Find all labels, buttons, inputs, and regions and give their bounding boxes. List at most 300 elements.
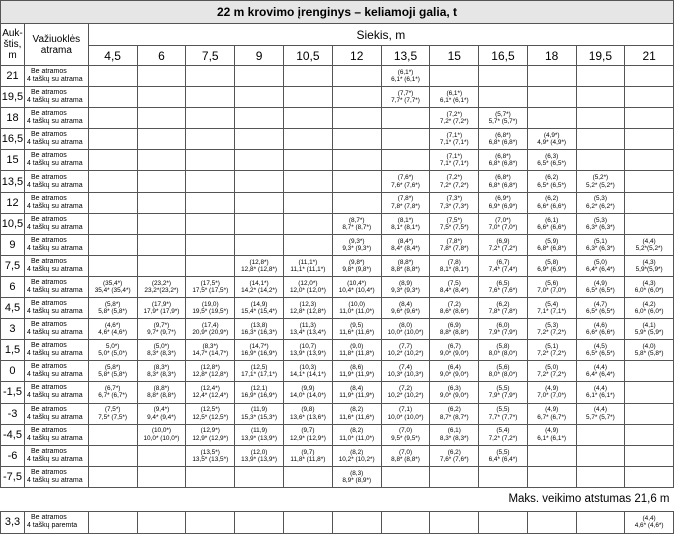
capacity-cell (576, 340, 625, 361)
load-row (1, 424, 674, 445)
capacity-cell (186, 213, 235, 234)
support-mode-cell (24, 340, 88, 361)
capacity-cell (625, 150, 674, 171)
capacity-value-no-support: (8,0) (398, 321, 413, 329)
capacity-value-no-support: (4,4) (642, 515, 656, 523)
height-cell: 18 (1, 108, 25, 129)
height-cell: 21 (1, 66, 25, 87)
mode-label-no-support: Be atramos (30, 173, 67, 181)
capacity-cell (283, 192, 332, 213)
capacity-value-with-support: 10,2* (10,2*) (338, 455, 375, 463)
capacity-cell (527, 361, 576, 382)
capacity-value-no-support: (8,7*) (348, 216, 365, 224)
capacity-cell (479, 382, 528, 403)
capacity-cell (88, 255, 137, 276)
capacity-value-with-support: 4,6* (4,6*) (634, 522, 664, 530)
capacity-value-with-support: 7,0* (7,0*) (537, 286, 567, 294)
capacity-value-with-support: 7,3* (7,3*) (439, 202, 469, 210)
reach-column-header: 12 (332, 46, 381, 66)
capacity-cell (235, 319, 284, 340)
capacity-cell (527, 66, 576, 87)
capacity-value-with-support: 14,2* (14,2*) (241, 286, 278, 294)
capacity-value-no-support: (6,1) (545, 216, 559, 224)
capacity-cell (137, 511, 186, 533)
capacity-cell (88, 424, 137, 445)
capacity-value-no-support: (7,8) (447, 258, 461, 266)
capacity-value-no-support: (5,3) (593, 216, 607, 224)
capacity-cell (332, 511, 381, 533)
capacity-value-no-support: (7,2) (398, 385, 413, 393)
mode-label-with-support: 4 taškų su atrama (26, 350, 83, 358)
capacity-cell (576, 255, 625, 276)
capacity-value-with-support: 10,2* (10,2*) (387, 350, 424, 358)
capacity-value-with-support: 8,3* (8,3*) (439, 434, 469, 442)
capacity-value-no-support: (5,0) (545, 364, 559, 372)
support-mode-cell (24, 403, 88, 424)
capacity-value-with-support: 19,5* (19,5*) (192, 308, 229, 316)
capacity-value-no-support: (5,5) (496, 448, 510, 456)
capacity-cell (430, 129, 479, 150)
capacity-cell (283, 340, 332, 361)
capacity-cell (235, 466, 284, 487)
mode-label-no-support: Be atramos (30, 215, 67, 223)
capacity-value-no-support: (7,1) (398, 406, 413, 414)
capacity-value-with-support: 7,2* (7,2*) (537, 350, 567, 358)
capacity-value-no-support: (6,7*) (104, 385, 121, 393)
capacity-cell (332, 340, 381, 361)
load-row (1, 87, 674, 108)
mode-label-no-support: Be atramos (30, 89, 67, 97)
capacity-cell (527, 255, 576, 276)
reach-column-header: 10,5 (283, 46, 332, 66)
capacity-value-with-support: 6,3* (6,3*) (585, 223, 615, 231)
capacity-cell (235, 424, 284, 445)
capacity-value-with-support: 8,0* (8,0*) (488, 350, 518, 358)
capacity-cell (381, 382, 430, 403)
capacity-value-no-support: (13,8) (250, 321, 268, 329)
capacity-cell (625, 192, 674, 213)
capacity-value-with-support: 7,7* (7,7*) (488, 413, 518, 421)
capacity-cell (430, 171, 479, 192)
support-mode-cell (24, 150, 88, 171)
capacity-cell (88, 340, 137, 361)
capacity-cell (381, 298, 430, 319)
capacity-cell (332, 424, 381, 445)
capacity-cell (137, 403, 186, 424)
capacity-value-with-support: 7,1* (7,1*) (439, 160, 469, 168)
capacity-cell (283, 424, 332, 445)
capacity-value-no-support: (5,3) (593, 195, 607, 203)
capacity-cell (430, 382, 479, 403)
capacity-cell (186, 424, 235, 445)
capacity-cell (235, 150, 284, 171)
capacity-cell (137, 171, 186, 192)
mode-label-with-support: 4 taškų paremta (26, 522, 78, 530)
load-row (1, 319, 674, 340)
capacity-value-with-support: 12,5* (12,5*) (192, 413, 229, 421)
capacity-cell (576, 276, 625, 297)
capacity-cell (625, 319, 674, 340)
capacity-value-with-support: 5,8* (5,8*) (634, 350, 664, 358)
load-row (1, 108, 674, 129)
capacity-value-no-support: (12,8*) (200, 364, 220, 372)
capacity-value-no-support: (5,6) (545, 279, 559, 287)
capacity-value-with-support: 9,8* (9,8*) (342, 265, 372, 273)
capacity-cell (235, 382, 284, 403)
support-mode-cell (24, 192, 88, 213)
capacity-cell (430, 234, 479, 255)
capacity-cell (381, 129, 430, 150)
load-row (1, 255, 674, 276)
load-row (1, 234, 674, 255)
capacity-cell (235, 276, 284, 297)
capacity-value-with-support: 6,1* (6,1*) (537, 434, 567, 442)
capacity-value-no-support: (8,4) (350, 385, 364, 393)
capacity-cell (332, 445, 381, 466)
mode-label-no-support: Be atramos (30, 514, 67, 522)
capacity-cell (430, 192, 479, 213)
capacity-value-no-support: (17,5*) (200, 279, 220, 287)
capacity-value-with-support: 5,7* (5,7*) (585, 413, 615, 421)
capacity-cell (235, 66, 284, 87)
support-header (24, 24, 88, 66)
load-row (1, 466, 674, 487)
capacity-value-with-support: 6,1* (6,1*) (391, 76, 420, 84)
capacity-value-with-support: 6,5* (6,5*) (537, 160, 567, 168)
capacity-value-with-support: 9,0* (9,0*) (439, 371, 469, 379)
capacity-cell (381, 66, 430, 87)
height-cell: 9 (1, 234, 25, 255)
capacity-value-with-support: 17,9* (17,9*) (143, 308, 180, 316)
capacity-value-no-support: (14,7*) (249, 343, 269, 351)
capacity-value-with-support: 6,8* (6,8*) (488, 181, 518, 189)
capacity-cell (283, 150, 332, 171)
capacity-value-no-support: (17,9*) (151, 300, 172, 308)
mode-label-with-support: 4 taškų su atrama (26, 244, 83, 252)
capacity-cell (576, 382, 625, 403)
mode-label-with-support: 4 taškų su atrama (26, 76, 83, 84)
capacity-cell (430, 108, 479, 129)
capacity-cell (235, 87, 284, 108)
mode-label-with-support: 4 taškų su atrama (26, 286, 83, 294)
capacity-cell (625, 403, 674, 424)
height-cell: -3 (1, 403, 25, 424)
capacity-value-with-support: 6,2* (6,2*) (585, 202, 615, 210)
capacity-cell (332, 403, 381, 424)
capacity-value-with-support: 13,9* (13,9*) (241, 455, 278, 463)
capacity-cell (283, 171, 332, 192)
load-row (1, 298, 674, 319)
capacity-cell (186, 255, 235, 276)
mode-label-no-support: Be atramos (30, 363, 67, 371)
capacity-cell (527, 298, 576, 319)
capacity-value-no-support: (7,3*) (446, 195, 463, 203)
capacity-value-with-support: 7,7* (7,7*) (391, 97, 420, 105)
capacity-value-with-support: 17,1* (17,1*) (241, 371, 278, 379)
support-mode-cell (24, 511, 88, 533)
height-cell: 12 (1, 192, 25, 213)
support-mode-cell (24, 66, 88, 87)
capacity-cell (88, 234, 137, 255)
capacity-cell (283, 129, 332, 150)
capacity-value-no-support: (4,1) (642, 321, 656, 329)
load-row (1, 340, 674, 361)
capacity-cell (186, 234, 235, 255)
capacity-value-with-support: 13,5* (13,5*) (192, 455, 229, 463)
capacity-cell (430, 319, 479, 340)
capacity-value-no-support: (9,7) (301, 427, 315, 435)
capacity-cell (576, 361, 625, 382)
capacity-cell (332, 276, 381, 297)
capacity-cell (625, 66, 674, 87)
mode-label-no-support: Be atramos (30, 110, 67, 118)
capacity-value-no-support: (6,1) (447, 427, 461, 435)
capacity-value-with-support: 6,9* (6,9*) (537, 265, 567, 273)
capacity-value-with-support: 7,1* (7,1*) (439, 139, 469, 147)
capacity-cell (235, 192, 284, 213)
load-row (1, 382, 674, 403)
capacity-cell (283, 66, 332, 87)
capacity-cell (332, 150, 381, 171)
capacity-cell (186, 87, 235, 108)
capacity-cell (479, 150, 528, 171)
capacity-value-with-support: 5,9* (5,9*) (634, 329, 664, 337)
capacity-cell (137, 319, 186, 340)
capacity-cell (283, 255, 332, 276)
capacity-cell (527, 171, 576, 192)
capacity-value-with-support: 15,3* (15,3*) (241, 413, 278, 421)
capacity-value-no-support: (11,9) (250, 406, 268, 414)
capacity-value-with-support: 11,0* (11,0*) (339, 434, 375, 442)
capacity-value-with-support: 7,6* (7,6*) (439, 455, 469, 463)
capacity-value-no-support: (4,5) (593, 343, 607, 351)
height-cell: 16,5 (1, 129, 25, 150)
support-mode-cell (24, 361, 88, 382)
capacity-cell (381, 361, 430, 382)
capacity-cell (479, 234, 528, 255)
capacity-cell (527, 87, 576, 108)
mode-label-no-support: Be atramos (30, 468, 67, 476)
support-mode-cell (24, 424, 88, 445)
capacity-cell (137, 108, 186, 129)
capacity-value-with-support: 9,0* (9,0*) (439, 392, 469, 400)
capacity-cell (186, 382, 235, 403)
capacity-value-no-support: (8,2) (350, 427, 364, 435)
capacity-cell (186, 403, 235, 424)
capacity-cell (332, 108, 381, 129)
capacity-cell (186, 511, 235, 533)
capacity-value-no-support: (6,7) (447, 343, 461, 351)
capacity-value-no-support: (8,3*) (153, 364, 170, 372)
capacity-cell (479, 466, 528, 487)
capacity-value-no-support: (12,4*) (200, 385, 220, 393)
capacity-value-no-support: (11,1*) (298, 258, 318, 266)
capacity-value-no-support: (5,3) (545, 321, 559, 329)
capacity-cell (88, 361, 137, 382)
capacity-cell (625, 511, 674, 533)
capacity-cell (235, 171, 284, 192)
mode-label-no-support: Be atramos (30, 426, 67, 434)
capacity-value-no-support: (4,0) (642, 343, 656, 351)
mode-label-no-support: Be atramos (30, 236, 67, 244)
capacity-cell (88, 129, 137, 150)
capacity-value-with-support: 8,3* (8,3*) (147, 350, 176, 358)
reach-column-header: 16,5 (479, 46, 528, 66)
capacity-cell (430, 340, 479, 361)
capacity-value-no-support: (9,7) (301, 448, 315, 456)
capacity-cell (381, 192, 430, 213)
reach-column-header: 18 (527, 46, 576, 66)
capacity-cell (332, 466, 381, 487)
capacity-value-with-support: 5,0* (5,0*) (98, 350, 128, 358)
capacity-cell (186, 276, 235, 297)
mode-label-with-support: 4 taškų su atrama (26, 455, 83, 463)
capacity-value-no-support: (4,2) (642, 300, 656, 308)
height-header-text: Auk- štis, m (2, 28, 23, 61)
capacity-cell (527, 213, 576, 234)
capacity-cell (283, 319, 332, 340)
capacity-value-with-support: 6,3* (6,3*) (585, 244, 615, 252)
capacity-cell (479, 213, 528, 234)
capacity-value-no-support: (4,7) (593, 300, 607, 308)
mode-label-with-support: 4 taškų su atrama (26, 371, 83, 379)
capacity-value-no-support: (7,2*) (446, 111, 463, 119)
load-row (1, 403, 674, 424)
mode-label-with-support: 4 taškų su atrama (26, 265, 83, 273)
capacity-value-no-support: (5,9) (545, 237, 559, 245)
mode-label-with-support: 4 taškų su atrama (26, 160, 83, 168)
support-mode-cell (24, 319, 88, 340)
support-mode-cell (24, 255, 88, 276)
capacity-value-no-support: (7,2) (447, 300, 461, 308)
capacity-value-with-support: 11,8* (11,8*) (290, 455, 326, 463)
capacity-value-with-support: 6,5* (6,5*) (585, 350, 615, 358)
capacity-cell (625, 361, 674, 382)
capacity-cell (527, 466, 576, 487)
capacity-value-no-support: (9,4*) (153, 406, 170, 414)
support-mode-cell (24, 171, 88, 192)
capacity-value-with-support: 13,4* (13,4*) (289, 329, 326, 337)
capacity-value-no-support: (14,9) (250, 300, 268, 308)
capacity-cell (88, 171, 137, 192)
mode-label-with-support: 4 taškų su atrama (26, 223, 83, 231)
capacity-value-with-support: 6,1* (6,1*) (585, 392, 615, 400)
capacity-value-with-support: 8,1* (8,1*) (391, 223, 420, 231)
support-mode-cell (24, 129, 88, 150)
capacity-value-no-support: (7,5*) (104, 406, 121, 414)
capacity-value-no-support: (6,2) (545, 195, 559, 203)
capacity-value-no-support: (4,4) (593, 406, 607, 414)
capacity-value-with-support: 11,9* (11,9*) (339, 371, 375, 379)
load-row (1, 213, 674, 234)
capacity-value-no-support: (6,9) (496, 237, 510, 245)
mode-label-with-support: 4 taškų su atrama (26, 392, 83, 400)
capacity-value-with-support: 8,7* (8,7*) (439, 413, 469, 421)
capacity-value-no-support: (8,9) (398, 279, 413, 287)
mode-label-no-support: Be atramos (30, 131, 67, 139)
capacity-value-no-support: (4,9) (545, 427, 559, 435)
capacity-cell (381, 424, 430, 445)
capacity-cell (430, 213, 479, 234)
capacity-cell (332, 192, 381, 213)
capacity-value-with-support: 6,0* (6,0*) (634, 308, 664, 316)
capacity-cell (576, 319, 625, 340)
capacity-value-with-support: 6,7* (6,7*) (98, 392, 128, 400)
capacity-cell (186, 150, 235, 171)
capacity-value-with-support: 7,1* (7,1*) (537, 308, 567, 316)
capacity-cell (235, 403, 284, 424)
capacity-value-no-support: (6,7) (496, 258, 510, 266)
capacity-cell (479, 108, 528, 129)
capacity-cell (479, 255, 528, 276)
capacity-cell (235, 129, 284, 150)
capacity-value-with-support: 9,7* (9,7*) (147, 329, 176, 337)
load-row (1, 66, 674, 87)
max-reach-row (1, 487, 674, 511)
capacity-value-with-support: 15,4* (15,4*) (241, 308, 278, 316)
capacity-value-no-support: (12,0) (250, 448, 268, 456)
capacity-cell (381, 466, 430, 487)
capacity-cell (332, 255, 381, 276)
capacity-cell (235, 108, 284, 129)
capacity-cell (283, 234, 332, 255)
capacity-cell (479, 87, 528, 108)
capacity-value-with-support: 16,3* (16,3*) (241, 329, 278, 337)
reach-column-header: 13,5 (381, 46, 430, 66)
capacity-value-with-support: 7,6* (7,6*) (391, 181, 420, 189)
capacity-cell (576, 298, 625, 319)
capacity-cell (137, 276, 186, 297)
capacity-value-with-support: 11,9* (11,9*) (339, 392, 375, 400)
height-cell: 6 (1, 276, 25, 297)
capacity-cell (332, 361, 381, 382)
capacity-cell (137, 361, 186, 382)
capacity-cell (527, 403, 576, 424)
capacity-cell (430, 66, 479, 87)
capacity-value-no-support: (12,5*) (200, 406, 220, 414)
capacity-cell (576, 108, 625, 129)
capacity-cell (186, 445, 235, 466)
height-cell: 10,5 (1, 213, 25, 234)
capacity-value-with-support: 8,7* (8,7*) (342, 223, 372, 231)
chart-title: 22 m krovimo įrenginys – keliamoji galia, t (1, 1, 674, 24)
capacity-cell (625, 466, 674, 487)
capacity-cell (88, 276, 137, 297)
load-row (1, 445, 674, 466)
capacity-cell (479, 511, 528, 533)
capacity-cell (527, 129, 576, 150)
capacity-value-with-support: 8,6* (8,6*) (439, 308, 469, 316)
height-cell: 15 (1, 150, 25, 171)
capacity-cell (625, 234, 674, 255)
capacity-cell (235, 445, 284, 466)
capacity-cell (576, 66, 625, 87)
mode-label-no-support: Be atramos (30, 321, 67, 329)
capacity-value-no-support: (9,8) (301, 406, 315, 414)
capacity-cell (527, 319, 576, 340)
capacity-value-no-support: (5,8*) (104, 364, 121, 372)
capacity-value-with-support: 5,8* (5,8*) (98, 308, 128, 316)
capacity-value-no-support: (6,2) (496, 300, 510, 308)
capacity-cell (381, 171, 430, 192)
support-mode-cell (24, 466, 88, 487)
capacity-cell (332, 129, 381, 150)
capacity-cell (235, 255, 284, 276)
capacity-cell (430, 255, 479, 276)
capacity-value-no-support: (5,8) (545, 258, 559, 266)
capacity-value-no-support: (6,3) (545, 153, 559, 161)
capacity-value-with-support: 8,1* (8,1*) (439, 265, 469, 273)
